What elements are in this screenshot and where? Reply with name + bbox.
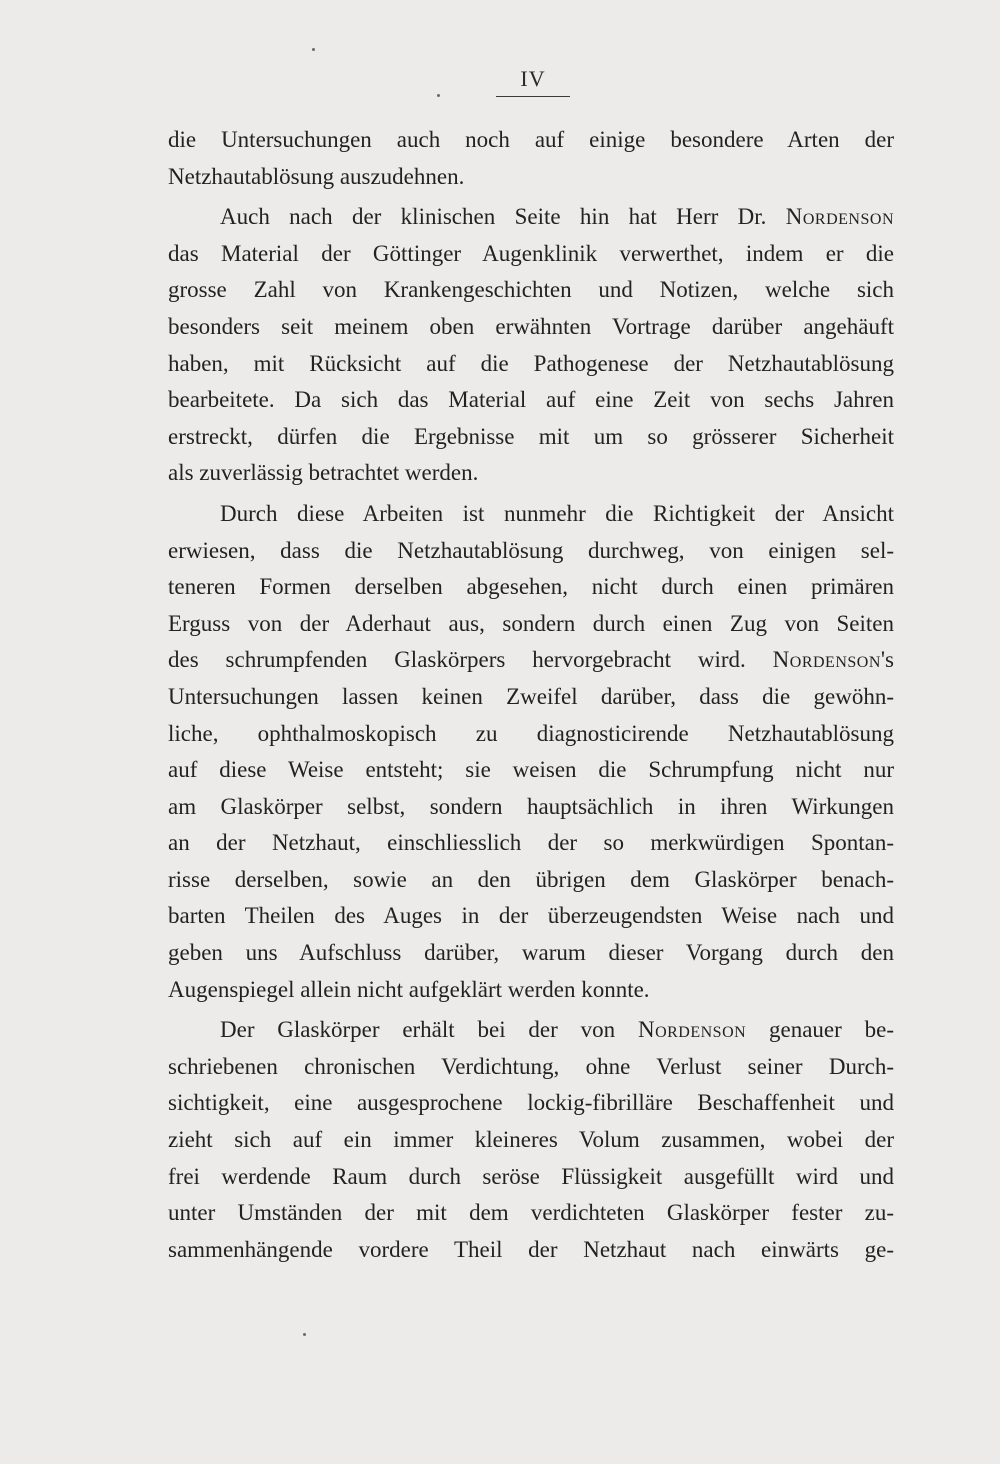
text-line: schriebenen chronischen Verdichtung, ohne Verlust seiner Durch- xyxy=(168,1053,894,1079)
scan-speck xyxy=(303,1333,306,1336)
text-line: grosse Zahl von Krankengeschichten und Notizen, welche sich xyxy=(168,277,894,303)
author-name: Nordenson xyxy=(772,647,881,673)
text-line: Netzhautablösung auszudehnen. xyxy=(168,163,465,189)
text-line: das Material der Göttinger Augenklinik verwerthet, indem er die xyxy=(168,240,894,266)
text-line: auf diese Weise entsteht; sie weisen die Schrumpfung nicht nur xyxy=(168,757,894,783)
text-line: Augenspiegel allein nicht aufgeklärt werden konnte. xyxy=(168,976,650,1002)
scan-speck xyxy=(437,94,440,97)
text-line: Erguss von der Aderhaut aus, sondern durch einen Zug von Seiten xyxy=(168,610,894,636)
text-line: des schrumpfenden Glaskörpers hervorgebracht wird. Nordenson's xyxy=(168,647,894,673)
text-line: erstreckt, dürfen die Ergebnisse mit um so grösserer Sicherheit xyxy=(168,423,894,449)
text-line: zieht sich auf ein immer kleineres Volum zusammen, wobei der xyxy=(168,1127,894,1153)
text-line: erwiesen, dass die Netzhautablösung durchweg, von einigen sel- xyxy=(168,537,894,563)
text-line: teneren Formen derselben abgesehen, nicht durch einen primären xyxy=(168,574,894,600)
text-line: an der Netzhaut, einschliesslich der so merkwürdigen Spontan- xyxy=(168,830,894,856)
text-line: besonders seit meinem oben erwähnten Vortrage darüber angehäuft xyxy=(168,313,894,339)
text-line: risse derselben, sowie an den übrigen dem Glaskörper benach- xyxy=(168,866,894,892)
body-text xyxy=(168,122,894,1268)
text-line: liche, ophthalmoskopisch zu diagnosticirende Netzhautablösung xyxy=(168,720,894,746)
text-line: frei werdende Raum durch seröse Flüssigkeit ausgefüllt wird und xyxy=(168,1163,894,1189)
text-line: geben uns Aufschluss darüber, warum dieser Vorgang durch den xyxy=(168,940,894,966)
page-number: IV xyxy=(496,66,570,97)
text-line: Auch nach der klinischen Seite hin hat Herr Dr. Nordenson xyxy=(220,204,894,230)
text-line: haben, mit Rücksicht auf die Pathogenese der Netzhautablösung xyxy=(168,350,894,376)
text-line: Der Glaskörper erhält bei der von Nordenson genauer be- xyxy=(220,1017,894,1043)
text-line: als zuverlässig betrachtet werden. xyxy=(168,460,479,486)
text-line: Durch diese Arbeiten ist nunmehr die Richtigkeit der Ansicht xyxy=(220,500,894,526)
author-name: Nordenson xyxy=(637,1017,747,1043)
text-line: barten Theilen des Auges in der überzeugendsten Weise nach und xyxy=(168,903,894,929)
text-line: Untersuchungen lassen keinen Zweifel darüber, dass die gewöhn- xyxy=(168,683,894,709)
text-line: sichtigkeit, eine ausgesprochene lockig-fibrilläre Beschaffenheit und xyxy=(168,1090,894,1116)
text-line: bearbeitete. Da sich das Material auf eine Zeit von sechs Jahren xyxy=(168,387,894,413)
text-line: sammenhängende vordere Theil der Netzhaut nach einwärts ge- xyxy=(168,1236,894,1262)
text-line: die Untersuchungen auch noch auf einige besondere Arten der xyxy=(168,127,894,152)
text-line: unter Umständen der mit dem verdichteten Glaskörper fester zu- xyxy=(168,1200,894,1226)
scan-speck xyxy=(312,48,315,51)
text-line: am Glaskörper selbst, sondern hauptsächlich in ihren Wirkungen xyxy=(168,793,894,819)
author-name: Nordenson xyxy=(785,204,894,230)
